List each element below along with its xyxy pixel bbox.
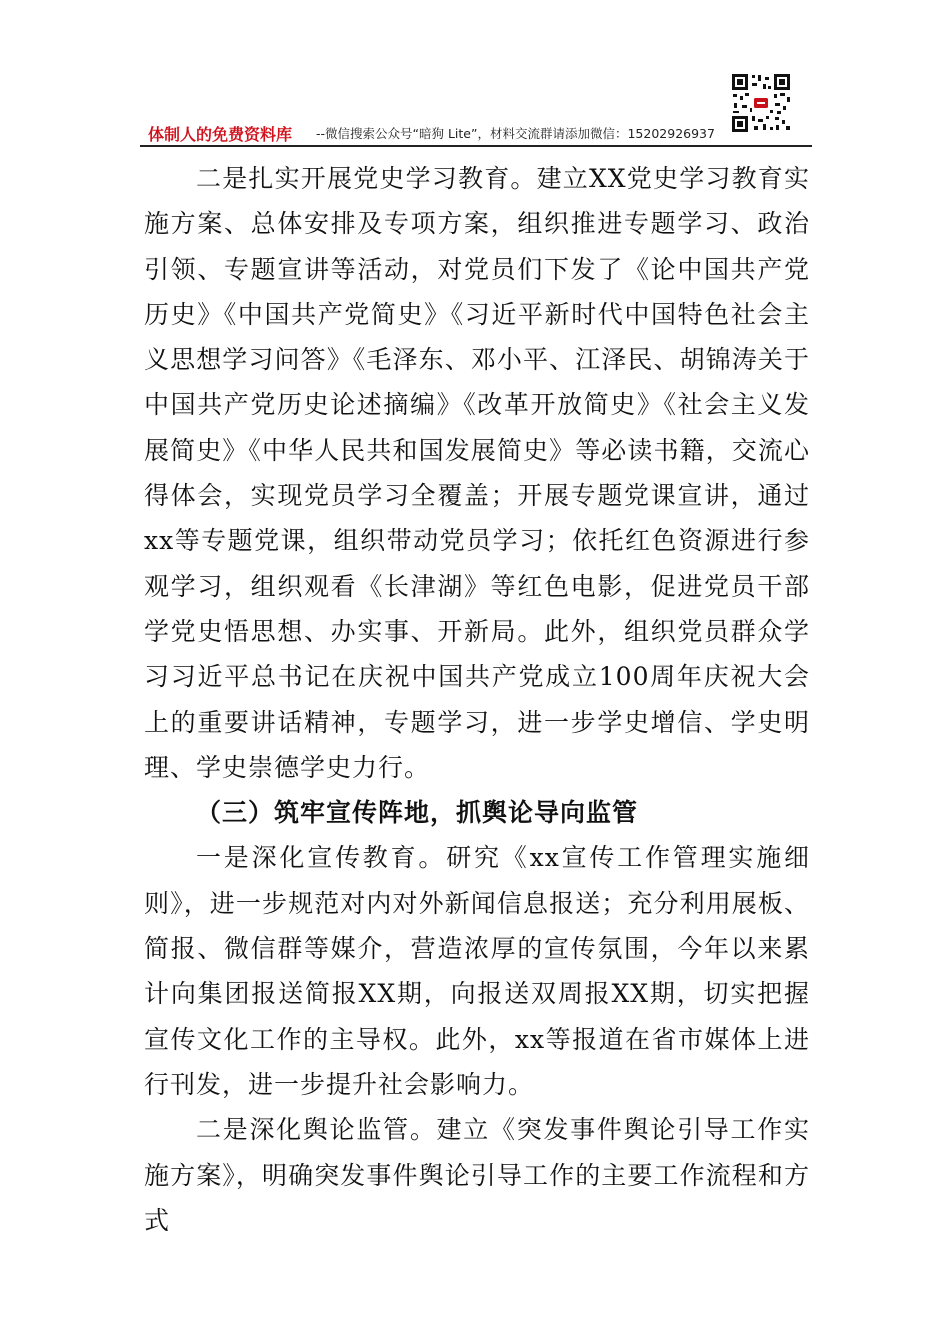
qr-code-image	[730, 72, 792, 134]
page-header	[140, 120, 812, 144]
header-rule	[140, 145, 812, 147]
section-heading-3: （三）筑牢宣传阵地，抓舆论导向监管	[196, 798, 639, 828]
paragraph-opinion-supervision: 二是深化舆论监管。建立《突发事件舆论引导工作实施方案》，明确突发事件舆论引导工作的主要工作流程和方式	[144, 1115, 810, 1235]
header-brand: 体制人的免费资料库	[148, 125, 293, 144]
paragraph-party-history-study: 二是扎实开展党史学习教育。建立XX党史学习教育实施方案、总体安排及专项方案，组织推进专题学习、政治引领、专题宣讲等活动，对党员们下发了《论中国共产党历史》《中国共产党简史》《习近平新时代中国特色社会主义思想学习问答》《毛泽东、邓小平、江泽民、胡锦涛关于中国共产党历史论述摘编》《改革开放简史》《社会主义发展简史》《中华人民共和国发展简史》等必读书籍，交流心得体会，实现党员学习全覆盖；开展专题党课宣讲，通过xx等专题党课，组织带动党员学习；依托红色资源进行参观学习，组织观看《长津湖》等红色电影，促进党员干部学党史悟思想、办实事、开新局。此外，组织党员群众学习习近平总书记在庆祝中国共产党成立100周年庆祝大会上的重要讲话精神，专题学习，进一步学史增信、学史明理、学史崇德学史力行。	[144, 164, 810, 782]
document-body	[144, 156, 810, 1243]
header-subtitle: --微信搜索公众号“暗狗 Lite”，材料交流群请添加微信：15202926937	[316, 126, 715, 141]
paragraph-publicity-education: 一是深化宣传教育。研究《xx宣传工作管理实施细则》，进一步规范对内对外新闻信息报送；充分利用展板、简报、微信群等媒介，营造浓厚的宣传氛围，今年以来累计向集团报送简报XX期，向报送双周报XX期，切实把握宣传文化工作的主导权。此外，xx等报道在省市媒体上进行刊发，进一步提升社会影响力。	[144, 843, 810, 1099]
